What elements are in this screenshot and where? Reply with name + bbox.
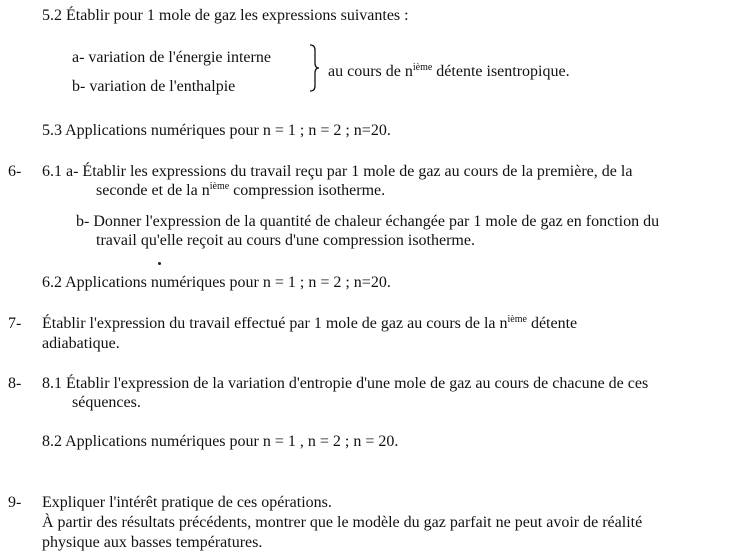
q7-line1: Établir l'expression du travail effectué par 1 mole de gaz au cours de la $n^{ième}$ détente xyxy=(42,314,578,332)
s82-text: 8.2 Applications numériques pour n = 1 , n = 2 ; n = 20. xyxy=(42,433,399,450)
q9-number: 9- xyxy=(8,494,22,511)
q6-b-line1: b- Donner l'expression de la quantité de chaleur échangée par 1 mole de gaz en fonction du xyxy=(76,213,660,230)
q8-line2: séquences. xyxy=(72,394,141,411)
q6-a-line2: seconde et de la $n^{ième}$ compression isotherme. xyxy=(96,181,386,199)
q9-line2: À partir des résultats précédents, montrer que le modèle du gaz parfait ne peut avoir de réalité xyxy=(42,514,643,531)
q9-line1: Expliquer l'intérêt pratique de ces opérations. xyxy=(42,494,332,511)
ink-dot xyxy=(158,262,161,265)
q8-number: 8- xyxy=(8,375,22,392)
q6-a-line1: 6.1 a- Établir les expressions du travail reçu par 1 mole de gaz au cours de la première, de la xyxy=(42,163,633,180)
q6-number: 6- xyxy=(8,163,22,180)
s62-text: 6.2 Applications numériques pour n = 1 ; n = 2 ; n=20. xyxy=(42,274,391,291)
s53-text: 5.3 Applications numériques pour n = 1 ; n = 2 ; n=20. xyxy=(42,122,391,139)
s52-item-b: b- variation de l'enthalpie xyxy=(72,78,236,95)
q9-line3: physique aux basses températures. xyxy=(42,534,263,551)
s52-title: 5.2 Établir pour 1 mole de gaz les expressions suivantes : xyxy=(42,7,409,24)
s52-brace-text: au cours de $n^{ième}$ détente isentropique. xyxy=(328,62,570,80)
q7-line2: adiabatique. xyxy=(42,335,120,352)
s52-item-a: a- variation de l'énergie interne xyxy=(72,49,271,66)
q7-number: 7- xyxy=(8,315,22,332)
q8-line1: 8.1 Établir l'expression de la variation d'entropie d'une mole de gaz au cours de chacune de ces xyxy=(42,375,649,392)
q6-b-line2: travail qu'elle reçoit au cours d'une compression isotherme. xyxy=(96,232,475,249)
curly-brace-icon xyxy=(308,44,320,92)
